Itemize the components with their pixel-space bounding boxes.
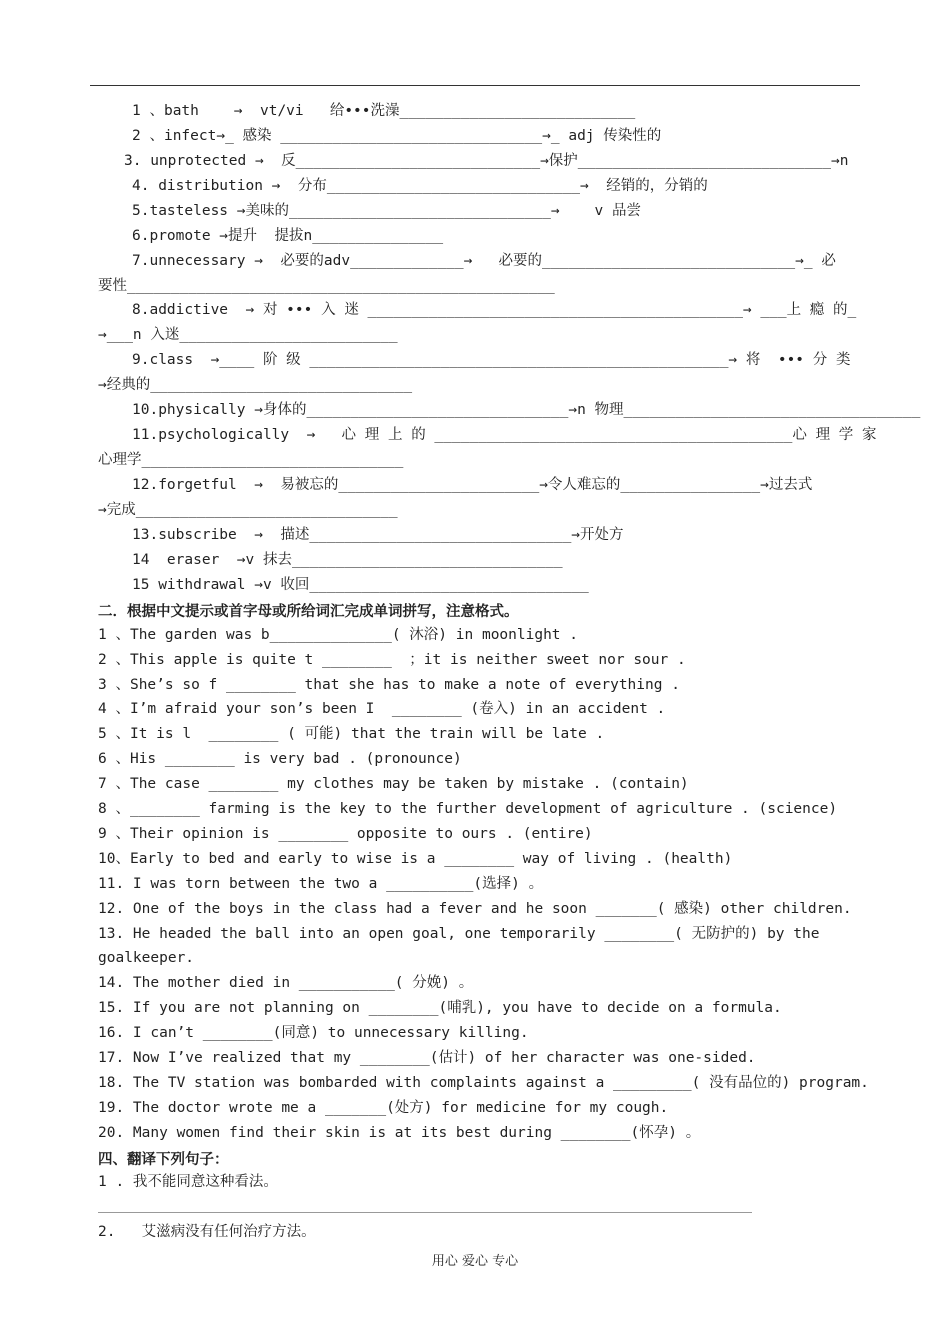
- answer-rule: [98, 1212, 752, 1213]
- vocab-line: 13.subscribe → 描述______________________________→开处方: [132, 527, 624, 543]
- exercise-line: 4 、I’m afraid your son’s been I ________ (卷入) in an accident .: [98, 701, 666, 717]
- exercise-line: 1 、The garden was b______________( 沐浴) in moonlight .: [98, 627, 578, 643]
- vocab-line: →___n 入迷_________________________: [98, 327, 398, 343]
- exercise-line: 10、Early to bed and early to wise is a ________ way of living . (health): [98, 851, 733, 867]
- exercise-line: 11. I was torn between the two a __________(选择) 。: [98, 876, 544, 892]
- exercise-line: 8 、________ farming is the key to the further development of agriculture . (science): [98, 801, 838, 817]
- vocab-line: 5.tasteless →美味的______________________________→ v 品尝: [132, 203, 641, 219]
- exercise-line: 12. One of the boys in the class had a fever and he soon _______( 感染) other children.: [98, 901, 852, 917]
- vocab-line: 心理学______________________________: [98, 452, 404, 468]
- vocab-line: 9.class →____ 阶 级 ________________________________________________→ 将 ••• 分 类: [132, 352, 851, 368]
- exercise-line: 17. Now I’ve realized that my ________(估计) of her character was one-sided.: [98, 1050, 756, 1066]
- exercise-line: 14. The mother died in ___________( 分娩) 。: [98, 975, 474, 991]
- exercise-line: 19. The doctor wrote me a _______(处方) for medicine for my cough.: [98, 1100, 669, 1116]
- vocab-line: 10.physically →身体的______________________________→n 物理__________________________________: [132, 402, 921, 418]
- exercise-line: 6 、His ________ is very bad . (pronounce): [98, 751, 462, 767]
- vocab-line: 6.promote →提升 提拔n_______________: [132, 228, 444, 244]
- vocab-line: 14 eraser →v 抹去_______________________________: [132, 552, 563, 568]
- translation-line: 1 . 我不能同意这种看法。: [98, 1174, 278, 1190]
- exercise-line: 9 、Their opinion is ________ opposite to ours . (entire): [98, 826, 593, 842]
- vocab-line: →完成______________________________: [98, 502, 398, 518]
- section-2-heading: 二．根据中文提示或首字母或所给词汇完成单词拼写，注意格式。: [98, 604, 519, 620]
- vocab-line: →经典的______________________________: [98, 377, 413, 393]
- exercise-line: 20. Many women find their skin is at its best during ________(怀孕) 。: [98, 1125, 701, 1141]
- vocab-line: 2 、infect→_ 感染 ______________________________→_ adj 传染性的: [132, 128, 662, 144]
- exercise-line: 18. The TV station was bombarded with complaints against a _________( 没有品位的) program.: [98, 1075, 869, 1091]
- vocab-line: 1 、bath → vt/vi 给•••洗澡___________________________: [132, 103, 636, 119]
- vocab-line: 4. distribution → 分布_____________________________→ 经销的，分销的: [132, 178, 708, 194]
- header-rule: [90, 85, 860, 86]
- exercise-line: 3 、She’s so f ________ that she has to make a note of everything .: [98, 677, 680, 693]
- page-footer: 用心 爱心 专心: [431, 1254, 519, 1269]
- exercise-line: 7 、The case ________ my clothes may be taken by mistake . (contain): [98, 776, 689, 792]
- vocab-line: 要性_________________________________________________: [98, 278, 555, 294]
- translation-line: 2. 艾滋病没有任何治疗方法。: [98, 1224, 316, 1240]
- exercise-line: 2 、This apple is quite t ________ ；it is neither sweet nor sour .: [98, 652, 686, 668]
- vocab-line: 7.unnecessary → 必要的adv_____________→ 必要的_____________________________→_ 必: [132, 253, 836, 269]
- exercise-line: 13. He headed the ball into an open goal, one temporarily ________( 无防护的) by the: [98, 926, 820, 942]
- exercise-line: 15. If you are not planning on ________(哺乳), you have to decide on a formula.: [98, 1000, 782, 1016]
- section-4-heading: 四、翻译下列句子：: [98, 1152, 229, 1168]
- vocab-line: 12.forgetful → 易被忘的_______________________→令人难忘的________________→过去式: [132, 477, 813, 493]
- exercise-line: 5 、It is l ________ ( 可能) that the train will be late .: [98, 726, 605, 742]
- vocab-line: 8.addictive → 对 ••• 入 迷 ___________________________________________→ ___上 瘾 的_: [132, 302, 857, 318]
- exercise-line: goalkeeper.: [98, 950, 195, 966]
- exercise-line: 16. I can’t ________(同意) to unnecessary killing.: [98, 1025, 529, 1041]
- vocab-line: 15 withdrawal →v 收回________________________________: [132, 577, 589, 593]
- vocab-line: 3. unprotected → 反____________________________→保护_____________________________→n: [124, 153, 849, 169]
- vocab-line: 11.psychologically → 心 理 上 的 _________________________________________心 理 学 家: [132, 427, 877, 443]
